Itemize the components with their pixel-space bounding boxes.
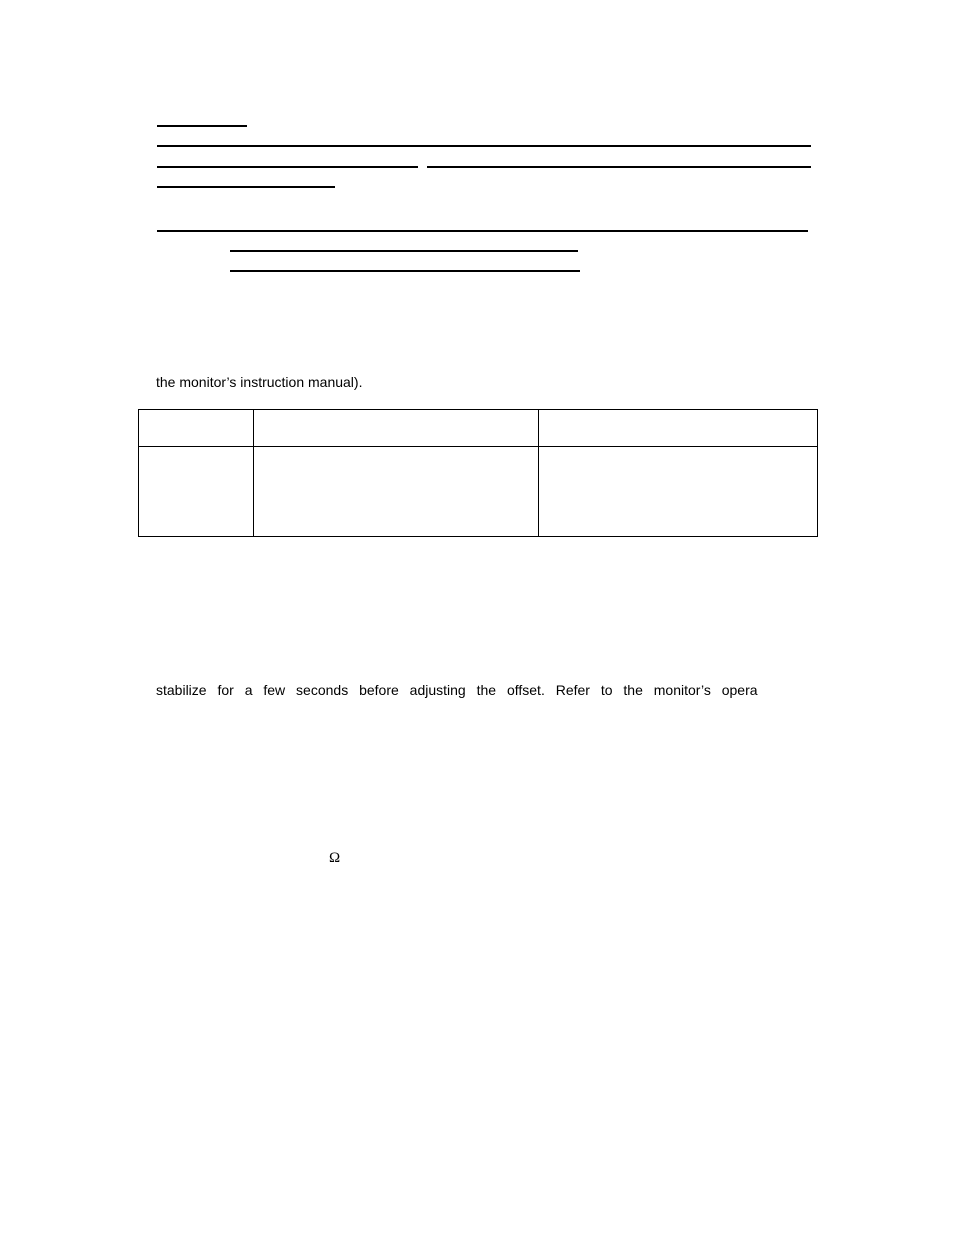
body-text-line: stabilize for a few seconds before adjusting the offset. Refer to the monitor’s opera bbox=[156, 682, 758, 698]
table-cell bbox=[254, 447, 539, 537]
underline-rule bbox=[157, 186, 335, 188]
body-text-line: the monitor’s instruction manual). bbox=[156, 374, 363, 390]
omega-symbol: Ω bbox=[329, 850, 341, 866]
underline-rule bbox=[157, 145, 811, 147]
table-header-cell bbox=[539, 410, 818, 447]
table-cell bbox=[139, 447, 254, 537]
underline-rule bbox=[157, 125, 247, 127]
underline-rule bbox=[230, 250, 578, 252]
underline-rule bbox=[157, 166, 418, 168]
underline-rule bbox=[230, 270, 580, 272]
table-row bbox=[139, 447, 818, 537]
table-header-cell bbox=[254, 410, 539, 447]
underline-rule bbox=[157, 230, 808, 232]
underline-rule bbox=[427, 166, 811, 168]
table-header-row bbox=[139, 410, 818, 447]
table-cell bbox=[539, 447, 818, 537]
table-header-cell bbox=[139, 410, 254, 447]
data-table bbox=[138, 409, 818, 537]
